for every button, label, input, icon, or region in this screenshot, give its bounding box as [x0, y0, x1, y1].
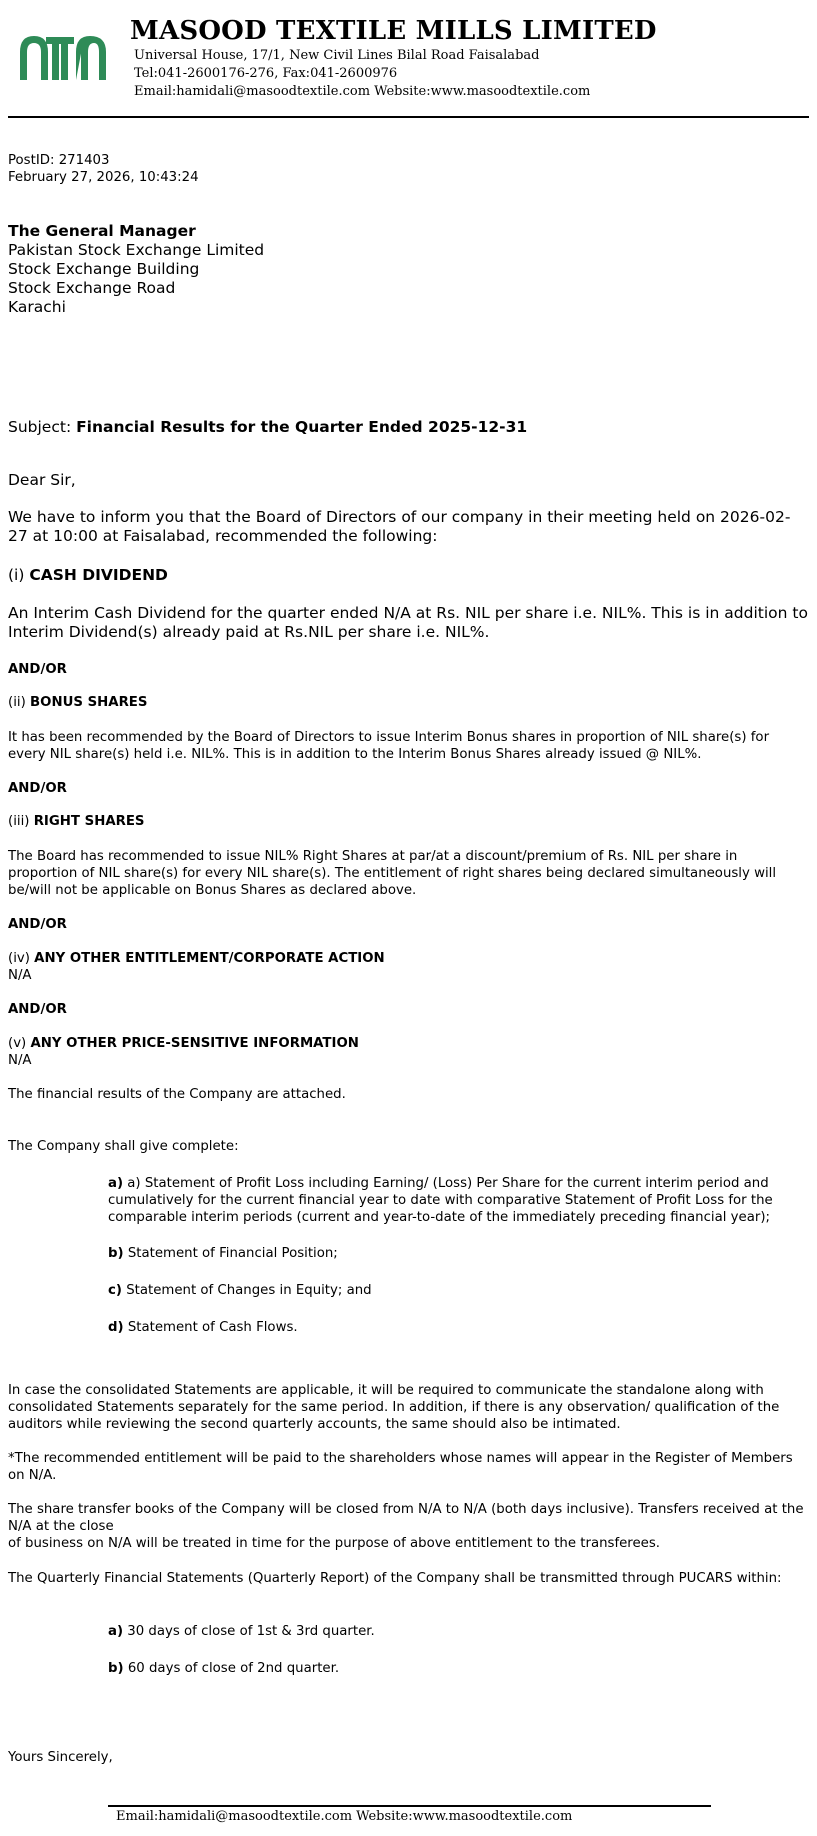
- subject-label: Subject:: [8, 418, 77, 436]
- post-id: PostID: 271403: [8, 153, 110, 168]
- section-heading: BONUS SHARES: [30, 695, 148, 710]
- transfer-line: The share transfer books of the Company will be closed from N/A to N/A (both days inclusive). Transfers received at the N/A at the close: [8, 1502, 804, 1534]
- salutation: Dear Sir,: [8, 471, 76, 489]
- other-price-value: N/A: [8, 1053, 32, 1068]
- item-label: b): [108, 1246, 124, 1261]
- section-number: (iii): [8, 814, 34, 829]
- company-tel-fax: Tel:041-2600176-276, Fax:041-2600976: [134, 66, 398, 81]
- right-shares-heading: [8, 814, 145, 829]
- section-number: (i): [8, 566, 30, 584]
- letterhead: [8, 8, 808, 100]
- right-shares-text: The Board has recommended to issue NIL% Right Shares at par/at a discount/premium of Rs. NIL per share in proportion of NIL share(s) for every NIL share(s). The entitlement of right shares being declared simultaneously will be/will not be applicable on Bonus Shares as declared above.: [8, 849, 777, 898]
- and-or-label: AND/OR: [8, 1002, 67, 1017]
- section-heading: CASH DIVIDEND: [29, 566, 168, 584]
- recipient-line: Stock Exchange Road: [8, 279, 176, 297]
- bonus-shares-text: It has been recommended by the Board of Directors to issue Interim Bonus shares in proportion of NIL share(s) for every NIL share(s) held i.e. NIL%. This is in addition to the Interim Bonus Shares already issued @ NIL%.: [8, 730, 770, 762]
- consolidated-paragraph: In case the consolidated Statements are applicable, it will be required to communicate the standalone along with consolidated Statements separately for the same period. In addition, if there is any observation/ qualification of the auditors while reviewing the second quarterly accounts, the same should also be intimated.: [8, 1383, 780, 1432]
- company-email-website: Email:hamidali@masoodtextile.com Website:www.masoodtextile.com: [134, 84, 591, 99]
- item-text: 30 days of close of 1st & 3rd quarter.: [123, 1624, 375, 1639]
- item-label: a): [108, 1624, 124, 1639]
- bonus-shares-heading: [8, 695, 147, 710]
- section-number: (ii): [8, 695, 30, 710]
- attached-note: The financial results of the Company are attached.: [8, 1087, 346, 1102]
- recipient-line: Karachi: [8, 298, 66, 316]
- item-label: a): [108, 1176, 124, 1191]
- statement-item: [108, 1245, 798, 1262]
- section-number: (iv): [8, 951, 35, 966]
- item-text: Statement of Cash Flows.: [123, 1320, 298, 1335]
- deadline-item: [108, 1660, 798, 1677]
- quarterly-paragraph: The Quarterly Financial Statements (Quarterly Report) of the Company shall be transmitted through PUCARS within:: [8, 1571, 782, 1586]
- other-entitlement-value: N/A: [8, 968, 32, 983]
- subject-text: Financial Results for the Quarter Ended 2025-12-31: [76, 418, 528, 436]
- and-or-label: AND/OR: [8, 662, 67, 677]
- cash-dividend-heading: [8, 566, 168, 584]
- and-or-label: AND/OR: [8, 781, 67, 796]
- and-or-label: AND/OR: [8, 917, 67, 932]
- transfer-line: of business on N/A will be treated in time for the purpose of above entitlement to the transferees.: [8, 1536, 661, 1551]
- subject-line: [8, 418, 527, 436]
- recipient-line: Stock Exchange Building: [8, 260, 200, 278]
- closing: Yours Sincerely,: [8, 1750, 113, 1765]
- register-paragraph: *The recommended entitlement will be paid to the shareholders whose names will appear in the Register of Members on N/A.: [8, 1451, 793, 1483]
- item-label: c): [108, 1283, 122, 1298]
- footer-divider: [108, 1805, 711, 1807]
- header-divider: [8, 116, 809, 118]
- statement-item: [108, 1282, 798, 1299]
- recipient-title: The General Manager: [8, 222, 196, 240]
- recipient-line: Pakistan Stock Exchange Limited: [8, 241, 265, 259]
- item-text: Statement of Changes in Equity; and: [121, 1283, 372, 1298]
- item-label: d): [108, 1320, 124, 1335]
- post-datetime: February 27, 2026, 10:43:24: [8, 170, 199, 185]
- item-text: 60 days of close of 2nd quarter.: [123, 1661, 340, 1676]
- other-price-heading: [8, 1036, 359, 1051]
- footer-contact: Email:hamidali@masoodtextile.com Website:www.masoodtextile.com: [116, 1809, 573, 1824]
- section-heading: RIGHT SHARES: [33, 814, 145, 829]
- give-complete-text: The Company shall give complete:: [8, 1139, 239, 1154]
- company-logo-icon: [16, 30, 110, 84]
- deadline-item: [108, 1623, 798, 1640]
- section-heading: ANY OTHER PRICE-SENSITIVE INFORMATION: [30, 1036, 359, 1051]
- item-text: a) Statement of Profit Loss including Earning/ (Loss) Per Share for the current interim period and cumulatively for the current financial year to date with comparative Statement of Profit Loss for the comparable interim periods (current and year-to-date of the immediately preceding financial year);: [108, 1176, 773, 1225]
- item-label: b): [108, 1661, 124, 1676]
- section-heading: ANY OTHER ENTITLEMENT/CORPORATE ACTION: [34, 951, 385, 966]
- statement-item: [108, 1319, 798, 1336]
- item-text: Statement of Financial Position;: [123, 1246, 338, 1261]
- company-name: MASOOD TEXTILE MILLS LIMITED: [130, 16, 657, 46]
- cash-dividend-text: An Interim Cash Dividend for the quarter ended N/A at Rs. NIL per share i.e. NIL%. This is in addition to Interim Dividend(s) already paid at Rs.NIL per share i.e. NIL%.: [8, 604, 808, 641]
- intro-paragraph: We have to inform you that the Board of Directors of our company in their meeting held on 2026-02-27 at 10:00 at Faisalabad, recommended the following:: [8, 508, 791, 545]
- statement-item: [108, 1175, 798, 1226]
- other-entitlement-heading: [8, 951, 385, 966]
- section-number: (v): [8, 1036, 31, 1051]
- company-address: Universal House, 17/1, New Civil Lines Bilal Road Faisalabad: [134, 48, 540, 63]
- transfer-paragraph: [8, 1501, 808, 1552]
